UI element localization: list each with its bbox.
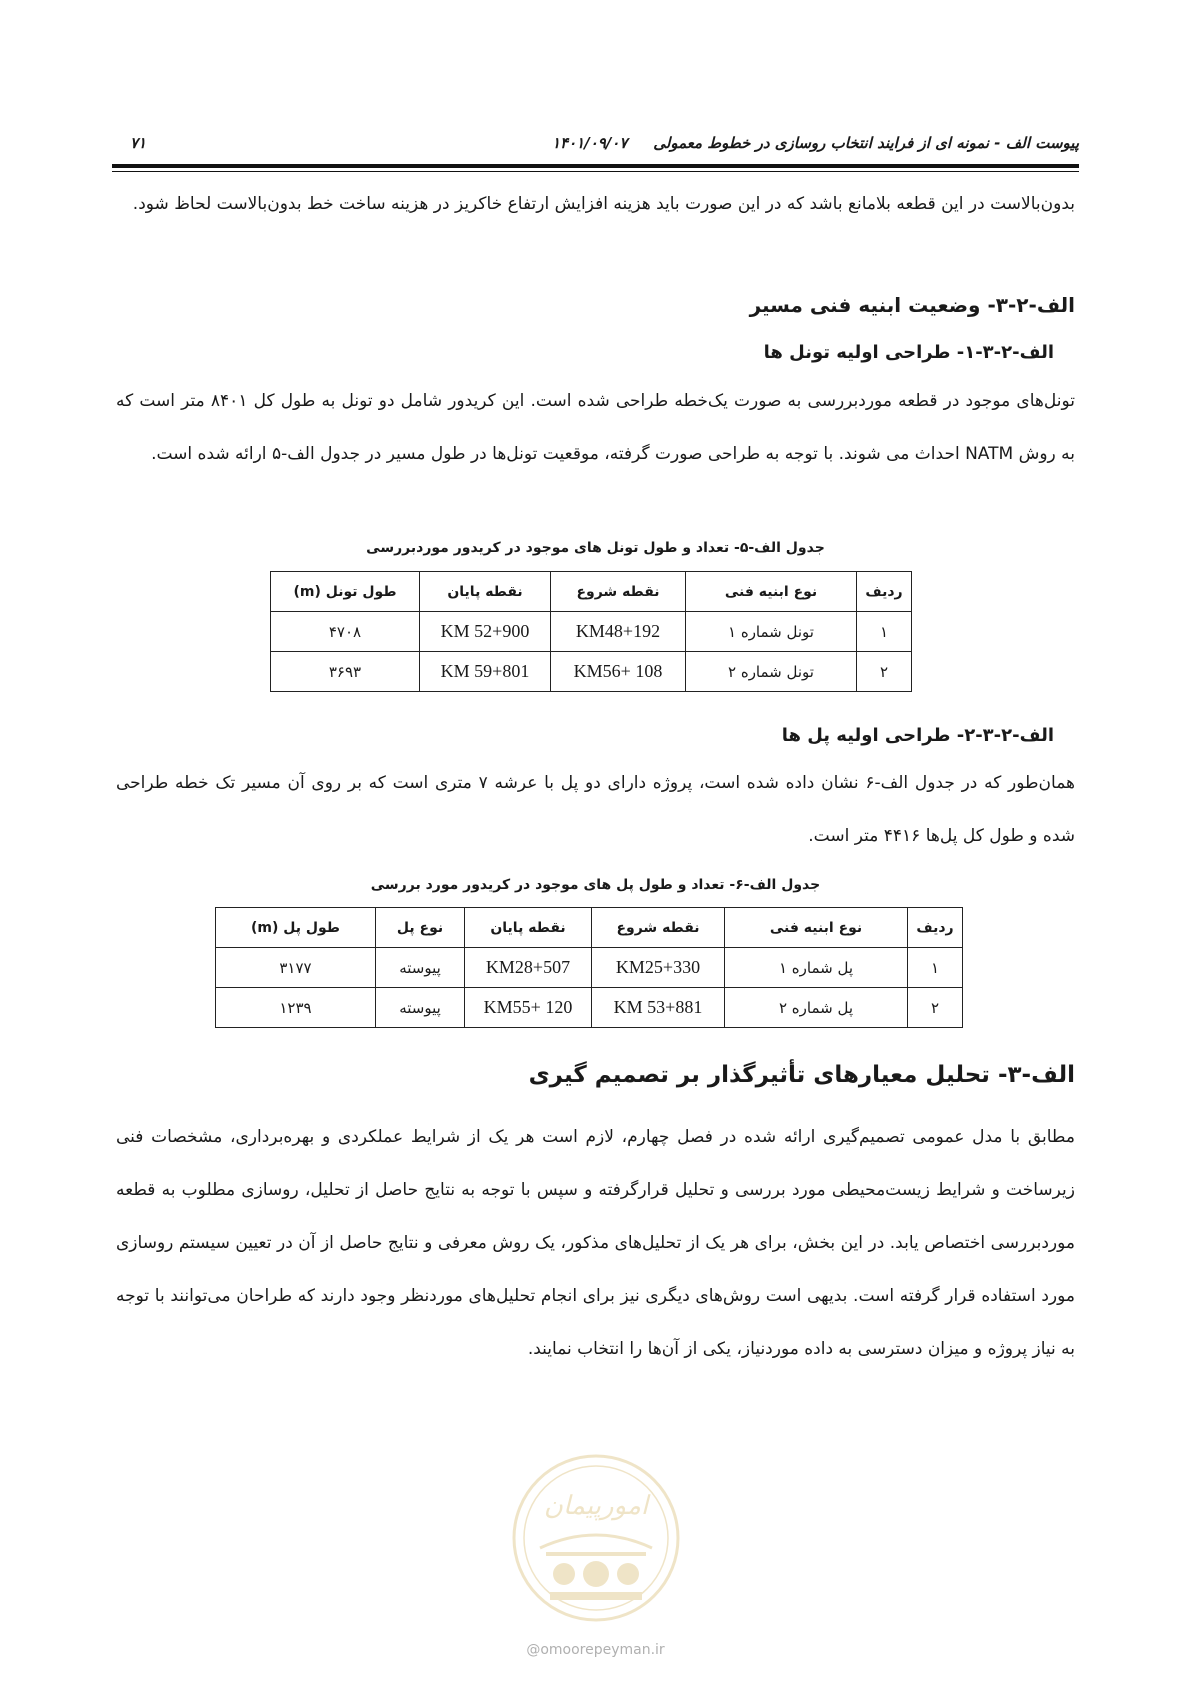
table-cell: ۱: [857, 612, 912, 652]
table-cell: KM55+ 120: [465, 988, 592, 1028]
table-cell: ۱: [908, 948, 963, 988]
table-cell: KM56+ 108: [551, 652, 686, 692]
table-cell: ۴۷۰۸: [271, 612, 420, 652]
table6-caption: جدول الف-۶- تعداد و طول پل های موجود در کریدور مورد بررسی: [370, 877, 821, 893]
tunnels-table: [270, 571, 912, 692]
table-cell: پیوسته: [376, 948, 465, 988]
table-row: [271, 612, 912, 652]
page-header: [112, 130, 1079, 156]
paragraph-1: بدون‌بالاست در این قطعه بلامانع باشد که در این صورت باید هزینه افزایش ارتفاع خاکریز در هزینه ساخت خط بدون‌بالاست لحاظ شود.: [132, 194, 1075, 214]
table-cell: ۱۲۳۹: [216, 988, 376, 1028]
table-header-cell: نوع ابنیه فنی: [725, 908, 908, 948]
table-header-cell: ردیف: [908, 908, 963, 948]
table-header-cell: نقطه پایان: [420, 572, 551, 612]
paragraph-bridges: همان‌طور که در جدول الف-۶ نشان داده شده است، پروژه دارای دو پل با عرشه ۷ متری است که بر روی آن مسیر تک خطه طراحی شده و طول کل پل‌ها ۴۴۱۶ متر است.: [116, 773, 1075, 846]
table-cell: ۲: [857, 652, 912, 692]
subsection-heading-tunnels: الف-۲-۳-۱- طراحی اولیه تونل ها: [763, 342, 1054, 363]
header-title: پیوست الف - نمونه ای از فرایند انتخاب روسازی در خطوط معمولی: [653, 134, 1079, 152]
paragraph-decision-criteria: مطابق با مدل عمومی تصمیم‌گیری ارائه شده در فصل چهارم، لازم است هر یک از شرایط عملکردی و بهره‌برداری، مشخصات فنی زیرساخت و شرایط زیست‌محیطی مورد بررسی و تحلیل قرارگرفته و سپس با توجه به نتایج حاصل از تحلیل، روسازی مطلوب به قطعه موردبررسی اختصاص یابد. در این بخش، برای هر یک از تحلیل‌های مذکور، یک روش معرفی و نتایج حاصل از آن در تعیین سیستم روسازی مورد استفاده قرار گرفته است. بدیهی است روش‌های دیگری نیز برای انجام تحلیل‌های موردنظر وجود دارند که طراحان می‌توانند با توجه به نیاز پروژه و میزان دسترسی به داده موردنیاز، یکی از آن‌ها را انتخاب نمایند.: [116, 1127, 1075, 1359]
table-cell: پل شماره ۱: [725, 948, 908, 988]
table-cell: KM48+192: [551, 612, 686, 652]
table-cell: KM 52+900: [420, 612, 551, 652]
table5-caption: جدول الف-۵- تعداد و طول تونل های موجود در کریدور موردبررسی: [366, 540, 825, 556]
table-cell: پیوسته: [376, 988, 465, 1028]
table-header-cell: نقطه شروع: [551, 572, 686, 612]
subsection-heading-bridges: الف-۲-۳-۲- طراحی اولیه پل ها: [781, 725, 1054, 746]
table-header-cell: نوع ابنیه فنی: [686, 572, 857, 612]
table-header-row: [216, 908, 963, 948]
table-header-cell: طول پل (m): [216, 908, 376, 948]
section-heading-3: الف-۳- تحلیل معیارهای تأثیرگذار بر تصمیم گیری: [528, 1062, 1075, 1088]
page-number: ۷۱: [130, 134, 147, 152]
table-header-cell: ردیف: [857, 572, 912, 612]
table-header-row: [271, 572, 912, 612]
table-cell: ۳۱۷۷: [216, 948, 376, 988]
table-cell: تونل شماره ۲: [686, 652, 857, 692]
watermark-logo-icon: [510, 1452, 682, 1624]
section-heading-2-3: الف-۲-۳- وضعیت ابنیه فنی مسیر: [749, 293, 1075, 317]
table-row: [216, 948, 963, 988]
bridges-table: [215, 907, 963, 1028]
table-cell: KM 59+801: [420, 652, 551, 692]
table-header-cell: نقطه شروع: [592, 908, 725, 948]
table-cell: ۳۶۹۳: [271, 652, 420, 692]
header-rule-thin: [112, 171, 1079, 172]
table-cell: KM 53+881: [592, 988, 725, 1028]
watermark-logo-text: امورپیمان: [543, 1491, 649, 1521]
table-cell: KM25+330: [592, 948, 725, 988]
header-rule-thick: [112, 164, 1079, 168]
header-date: ۱۴۰۱/۰۹/۰۷: [552, 134, 628, 152]
table-cell: ۲: [908, 988, 963, 1028]
watermark-url: @omoorepeyman.ir: [526, 1642, 665, 1658]
table-row: [271, 652, 912, 692]
table-row: [216, 988, 963, 1028]
table-header-cell: نوع پل: [376, 908, 465, 948]
table-header-cell: نقطه پایان: [465, 908, 592, 948]
table-header-cell: طول تونل (m): [271, 572, 420, 612]
table-cell: پل شماره ۲: [725, 988, 908, 1028]
table-cell: تونل شماره ۱: [686, 612, 857, 652]
paragraph-tunnels: تونل‌های موجود در قطعه موردبررسی به صورت یک‌خطه طراحی شده است. این کریدور شامل دو تونل به طول کل ۸۴۰۱ متر است که به روش NATM احداث می شوند. با توجه به طراحی صورت گرفته، موقعیت تونل‌ها در طول مسیر در جدول الف-۵ ارائه شده است.: [116, 391, 1075, 464]
table-cell: KM28+507: [465, 948, 592, 988]
